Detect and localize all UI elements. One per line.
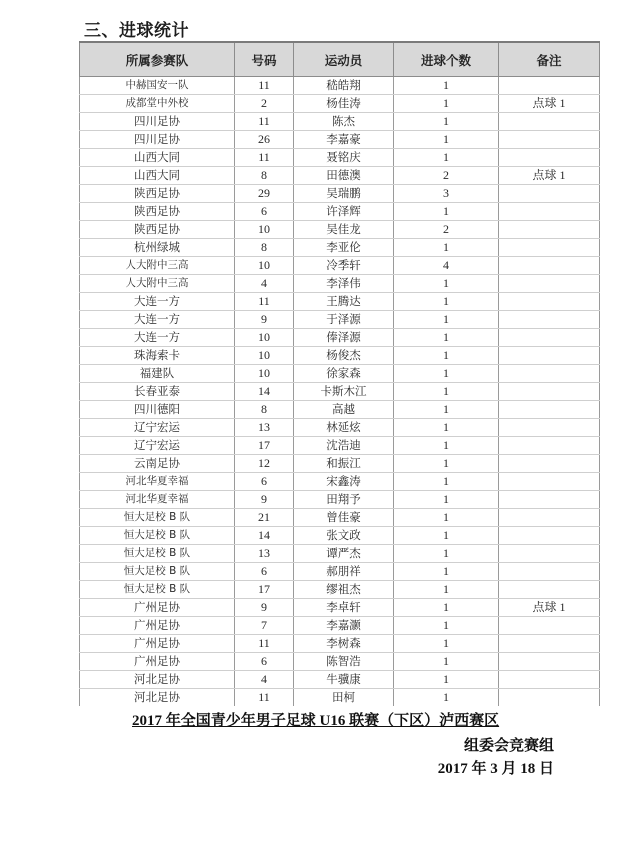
header-team: 所属参赛队 — [80, 42, 235, 77]
note-cell: 点球 1 — [499, 95, 600, 113]
player-cell: 缪祖杰 — [294, 581, 394, 599]
team-cell: 四川足协 — [80, 131, 235, 149]
team-cell: 广州足协 — [80, 653, 235, 671]
team-cell: 山西大同 — [80, 149, 235, 167]
goals-cell: 1 — [394, 275, 499, 293]
team-cell: 恒大足校 B 队 — [80, 563, 235, 581]
player-cell: 李树森 — [294, 635, 394, 653]
number-cell: 17 — [235, 581, 294, 599]
number-cell: 2 — [235, 95, 294, 113]
goals-cell: 2 — [394, 167, 499, 185]
note-cell — [499, 203, 600, 221]
table-row — [80, 347, 600, 365]
team-cell: 珠海索卡 — [80, 347, 235, 365]
table-row — [80, 185, 600, 203]
note-cell — [499, 491, 600, 509]
number-cell: 8 — [235, 239, 294, 257]
number-cell: 11 — [235, 149, 294, 167]
player-cell: 吴佳龙 — [294, 221, 394, 239]
table-row — [80, 293, 600, 311]
player-cell: 郝朋祥 — [294, 563, 394, 581]
player-cell: 谭严杰 — [294, 545, 394, 563]
number-cell: 10 — [235, 221, 294, 239]
goals-cell: 1 — [394, 365, 499, 383]
goals-cell: 1 — [394, 77, 499, 95]
header-goals: 进球个数 — [394, 42, 499, 77]
number-cell: 9 — [235, 311, 294, 329]
note-cell — [499, 563, 600, 581]
table-row — [80, 437, 600, 455]
player-cell: 于泽源 — [294, 311, 394, 329]
note-cell — [499, 581, 600, 599]
team-cell: 陕西足协 — [80, 185, 235, 203]
number-cell: 6 — [235, 563, 294, 581]
table-row — [80, 239, 600, 257]
table-row — [80, 203, 600, 221]
number-cell: 11 — [235, 293, 294, 311]
number-cell: 11 — [235, 635, 294, 653]
table-header-row — [80, 42, 600, 77]
team-cell: 辽宁宏运 — [80, 419, 235, 437]
number-cell: 10 — [235, 329, 294, 347]
goals-cell: 1 — [394, 509, 499, 527]
team-cell: 大连一方 — [80, 329, 235, 347]
team-cell: 人大附中三高 — [80, 275, 235, 293]
number-cell: 26 — [235, 131, 294, 149]
number-cell: 13 — [235, 545, 294, 563]
goals-cell: 1 — [394, 95, 499, 113]
table-row — [80, 311, 600, 329]
table-row — [80, 113, 600, 131]
number-cell: 6 — [235, 653, 294, 671]
team-cell: 云南足协 — [80, 455, 235, 473]
note-cell — [499, 257, 600, 275]
player-cell: 嵇皓翔 — [294, 77, 394, 95]
note-cell — [499, 419, 600, 437]
number-cell: 4 — [235, 671, 294, 689]
number-cell: 9 — [235, 599, 294, 617]
table-row — [80, 149, 600, 167]
goals-cell: 1 — [394, 113, 499, 131]
team-cell: 大连一方 — [80, 311, 235, 329]
team-cell: 河北足协 — [80, 689, 235, 707]
number-cell: 14 — [235, 527, 294, 545]
goals-cell: 1 — [394, 203, 499, 221]
goals-cell: 1 — [394, 401, 499, 419]
goals-cell: 1 — [394, 671, 499, 689]
goals-cell: 1 — [394, 473, 499, 491]
player-cell: 沈浩迪 — [294, 437, 394, 455]
table-row — [80, 383, 600, 401]
team-cell: 广州足协 — [80, 599, 235, 617]
table-row — [80, 617, 600, 635]
player-cell: 聂铭庆 — [294, 149, 394, 167]
team-cell: 恒大足校 B 队 — [80, 581, 235, 599]
goals-cell: 1 — [394, 311, 499, 329]
note-cell — [499, 437, 600, 455]
section-title: 三、进球统计 — [84, 21, 189, 41]
note-cell — [499, 653, 600, 671]
header-player: 运动员 — [294, 42, 394, 77]
table-row — [80, 419, 600, 437]
goals-cell: 1 — [394, 491, 499, 509]
table-row — [80, 653, 600, 671]
player-cell: 田德澳 — [294, 167, 394, 185]
team-cell: 四川足协 — [80, 113, 235, 131]
table-row — [80, 275, 600, 293]
player-cell: 宋鑫涛 — [294, 473, 394, 491]
note-cell — [499, 527, 600, 545]
table-row — [80, 77, 600, 95]
table-row — [80, 455, 600, 473]
table-row — [80, 95, 600, 113]
team-cell: 河北华夏幸福 — [80, 491, 235, 509]
goals-cell: 1 — [394, 689, 499, 707]
player-cell: 杨俊杰 — [294, 347, 394, 365]
number-cell: 8 — [235, 167, 294, 185]
goals-cell: 1 — [394, 455, 499, 473]
table-row — [80, 581, 600, 599]
team-cell: 福建队 — [80, 365, 235, 383]
note-cell — [499, 239, 600, 257]
team-cell: 成都堂中外校 — [80, 95, 235, 113]
number-cell: 10 — [235, 257, 294, 275]
player-cell: 李亚伦 — [294, 239, 394, 257]
number-cell: 12 — [235, 455, 294, 473]
number-cell: 21 — [235, 509, 294, 527]
number-cell: 13 — [235, 419, 294, 437]
player-cell: 徐家森 — [294, 365, 394, 383]
team-cell: 辽宁宏运 — [80, 437, 235, 455]
table-row — [80, 401, 600, 419]
player-cell: 吴瑞鹏 — [294, 185, 394, 203]
table-row — [80, 473, 600, 491]
player-cell: 田翔予 — [294, 491, 394, 509]
number-cell: 8 — [235, 401, 294, 419]
table-row — [80, 599, 600, 617]
team-cell: 人大附中三高 — [80, 257, 235, 275]
note-cell — [499, 383, 600, 401]
goals-cell: 1 — [394, 329, 499, 347]
player-cell: 田柯 — [294, 689, 394, 707]
goals-cell: 1 — [394, 437, 499, 455]
goals-cell: 1 — [394, 563, 499, 581]
note-cell — [499, 347, 600, 365]
team-cell: 恒大足校 B 队 — [80, 545, 235, 563]
note-cell — [499, 77, 600, 95]
note-cell — [499, 473, 600, 491]
goals-cell: 4 — [394, 257, 499, 275]
player-cell: 冷季轩 — [294, 257, 394, 275]
player-cell: 和振江 — [294, 455, 394, 473]
goals-cell: 1 — [394, 617, 499, 635]
number-cell: 9 — [235, 491, 294, 509]
table-row — [80, 365, 600, 383]
header-number: 号码 — [235, 42, 294, 77]
team-cell: 陕西足协 — [80, 203, 235, 221]
team-cell: 中赫国安一队 — [80, 77, 235, 95]
team-cell: 广州足协 — [80, 617, 235, 635]
note-cell — [499, 329, 600, 347]
goals-cell: 1 — [394, 527, 499, 545]
note-cell — [499, 401, 600, 419]
note-cell — [499, 293, 600, 311]
number-cell: 6 — [235, 203, 294, 221]
note-cell — [499, 509, 600, 527]
team-cell: 山西大同 — [80, 167, 235, 185]
number-cell: 6 — [235, 473, 294, 491]
goals-cell: 1 — [394, 545, 499, 563]
note-cell: 点球 1 — [499, 167, 600, 185]
table-row — [80, 689, 600, 707]
goals-cell: 3 — [394, 185, 499, 203]
goals-cell: 1 — [394, 239, 499, 257]
note-cell — [499, 311, 600, 329]
number-cell: 29 — [235, 185, 294, 203]
number-cell: 14 — [235, 383, 294, 401]
note-cell — [499, 671, 600, 689]
team-cell: 广州足协 — [80, 635, 235, 653]
number-cell: 11 — [235, 689, 294, 707]
table-row — [80, 671, 600, 689]
issue-date: 2017 年 3 月 18 日 — [437, 761, 554, 777]
player-cell: 李泽伟 — [294, 275, 394, 293]
number-cell: 17 — [235, 437, 294, 455]
note-cell — [499, 635, 600, 653]
goal-statistics-table — [79, 41, 600, 706]
player-cell: 曾佳豪 — [294, 509, 394, 527]
table-row — [80, 635, 600, 653]
player-cell: 许泽辉 — [294, 203, 394, 221]
player-cell: 卡斯木江 — [294, 383, 394, 401]
player-cell: 陈智浩 — [294, 653, 394, 671]
team-cell: 杭州绿城 — [80, 239, 235, 257]
team-cell: 河北足协 — [80, 671, 235, 689]
note-cell — [499, 617, 600, 635]
goals-cell: 1 — [394, 599, 499, 617]
team-cell: 恒大足校 B 队 — [80, 509, 235, 527]
note-cell — [499, 455, 600, 473]
note-cell — [499, 365, 600, 383]
goals-cell: 1 — [394, 581, 499, 599]
table-body — [80, 77, 600, 707]
number-cell: 11 — [235, 77, 294, 95]
team-cell: 大连一方 — [80, 293, 235, 311]
player-cell: 李嘉豪 — [294, 131, 394, 149]
player-cell: 李卓轩 — [294, 599, 394, 617]
team-cell: 陕西足协 — [80, 221, 235, 239]
team-cell: 河北华夏幸福 — [80, 473, 235, 491]
note-cell — [499, 149, 600, 167]
table-row — [80, 509, 600, 527]
table-row — [80, 563, 600, 581]
number-cell: 11 — [235, 113, 294, 131]
number-cell: 10 — [235, 365, 294, 383]
team-cell: 四川德阳 — [80, 401, 235, 419]
player-cell: 牛骥康 — [294, 671, 394, 689]
player-cell: 王腾达 — [294, 293, 394, 311]
player-cell: 李嘉灏 — [294, 617, 394, 635]
table-row — [80, 167, 600, 185]
goals-cell: 1 — [394, 293, 499, 311]
goals-cell: 1 — [394, 419, 499, 437]
player-cell: 俸泽源 — [294, 329, 394, 347]
goals-cell: 1 — [394, 635, 499, 653]
note-cell — [499, 131, 600, 149]
note-cell — [499, 113, 600, 131]
table-row — [80, 329, 600, 347]
team-cell: 长春亚泰 — [80, 383, 235, 401]
table-row — [80, 257, 600, 275]
goals-cell: 1 — [394, 149, 499, 167]
player-cell: 林延炫 — [294, 419, 394, 437]
goals-cell: 1 — [394, 653, 499, 671]
goals-cell: 1 — [394, 383, 499, 401]
table-row — [80, 131, 600, 149]
number-cell: 10 — [235, 347, 294, 365]
goals-cell: 2 — [394, 221, 499, 239]
note-cell — [499, 689, 600, 707]
note-cell — [499, 221, 600, 239]
table-row — [80, 545, 600, 563]
table-row — [80, 491, 600, 509]
player-cell: 张文政 — [294, 527, 394, 545]
note-cell — [499, 275, 600, 293]
player-cell: 高越 — [294, 401, 394, 419]
player-cell: 杨佳涛 — [294, 95, 394, 113]
number-cell: 7 — [235, 617, 294, 635]
header-note: 备注 — [499, 42, 600, 77]
number-cell: 4 — [235, 275, 294, 293]
note-cell — [499, 185, 600, 203]
team-cell: 恒大足校 B 队 — [80, 527, 235, 545]
note-cell: 点球 1 — [499, 599, 600, 617]
table-row — [80, 527, 600, 545]
event-title: 2017 年全国青少年男子足球 U16 联赛（下区）泸西赛区 — [132, 713, 500, 729]
player-cell: 陈杰 — [294, 113, 394, 131]
note-cell — [499, 545, 600, 563]
goals-cell: 1 — [394, 131, 499, 149]
table-row — [80, 221, 600, 239]
organizer: 组委会竞赛组 — [463, 738, 554, 754]
goals-cell: 1 — [394, 347, 499, 365]
